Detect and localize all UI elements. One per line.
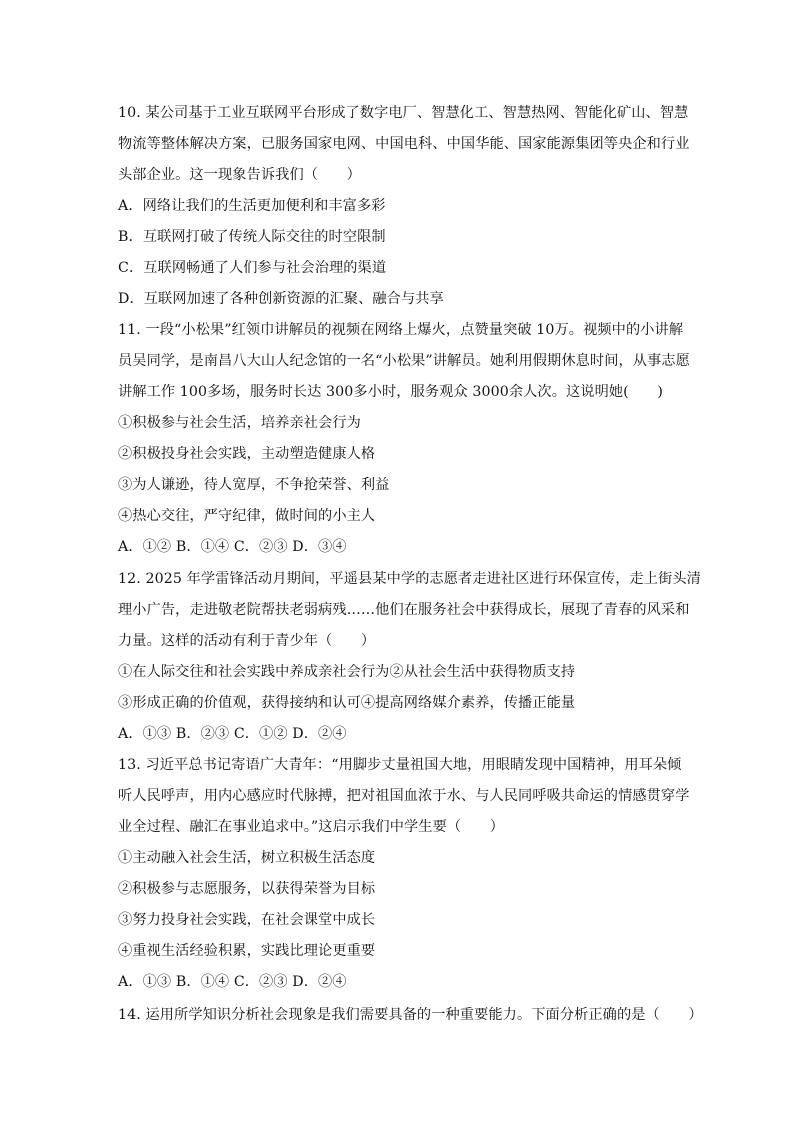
q10-option-c: C．互联网畅通了人们参与社会治理的渠道 [118,260,387,276]
q13-stem-line-3: 业全过程、融汇在事业追求中。”这启示我们中学生要（ ） [118,819,505,835]
q11-statement-4: ④热心交往，严守纪律，做时间的小主人 [118,508,376,524]
q13-statement-4: ④重视生活经验积累，实践比理论更重要 [118,943,376,959]
q11-stem-line-1: 11. 一段“小松果”红领巾讲解员的视频在网络上爆火，点赞量突破 10万。视频中的小讲解 [118,322,684,338]
q11-stem-line-3: 讲解工作 100多场，服务时长达 300多小时，服务观众 3000余人次。这说明她( ) [118,384,663,400]
q13-stem-line-1: 13. 习近平总书记寄语广大青年：“用脚步丈量祖国大地，用眼睛发现中国精神，用耳朵倾 [118,757,682,773]
q10-stem-line-2: 物流等整体解决方案，已服务国家电网、中国电科、中国华能、国家能源集团等央企和行业 [118,136,690,152]
q10-option-b: B．互联网打破了传统人际交往的时空限制 [118,229,386,245]
q11-choices: A．①② B．①④ C．②③ D．③④ [118,539,347,555]
q13-stem-line-2: 听人民呼声，用内心感应时代脉搏，把对祖国血浓于水、与人民同呼吸共命运的情感贯穿学 [118,788,690,804]
q13-statement-2: ②积极参与志愿服务，以获得荣誉为目标 [118,881,376,897]
q13-choices: A．①③ B．①④ C．②③ D．②④ [118,974,347,990]
q12-statements-1-2: ①在人际交往和社会实践中养成亲社会行为②从社会生活中获得物质支持 [118,664,576,680]
q12-stem-line-2: 理小广告，走进敬老院帮扶老弱病残……他们在服务社会中获得成长，展现了青春的风采和 [118,602,690,618]
q12-choices: A．①③ B．②③ C．①② D．②④ [118,726,347,742]
q11-statement-2: ②积极投身社会实践，主动塑造健康人格 [118,446,376,462]
q10-option-d: D．互联网加速了各种创新资源的汇聚、融合与共享 [118,291,444,307]
q11-stem-line-2: 员吴同学，是南昌八大山人纪念馆的一名“小松果”讲解员。她利用假期休息时间，从事志愿 [118,353,690,369]
q10-stem-line-3: 头部企业。这一现象告诉我们（ ） [118,167,361,183]
q14-stem-line-1: 14. 运用所学知识分析社会现象是我们需要具备的一种重要能力。下面分析正确的是（ ） [118,1007,703,1023]
q10-stem-line-1: 10. 某公司基于工业互联网平台形成了数字电厂、智慧化工、智慧热网、智能化矿山、智慧 [118,105,689,121]
q11-statement-3: ③为人谦逊，待人宽厚，不争抢荣誉、利益 [118,477,390,493]
q13-statement-1: ①主动融入社会生活，树立积极生活态度 [118,850,376,866]
q13-statement-3: ③努力投身社会实践，在社会课堂中成长 [118,912,376,928]
q11-statement-1: ①积极参与社会生活，培养亲社会行为 [118,415,361,431]
q12-stem-line-1: 12. 2025 年学雷锋活动月期间，平遥县某中学的志愿者走进社区进行环保宣传，走上街头清 [118,571,701,587]
q12-statements-3-4: ③形成正确的价值观，获得接纳和认可④提高网络媒介素养，传播正能量 [118,695,576,711]
q12-stem-line-3: 力量。这样的活动有利于青少年（ ） [118,633,376,649]
q10-option-a: A．网络让我们的生活更加便利和丰富多彩 [118,198,386,214]
